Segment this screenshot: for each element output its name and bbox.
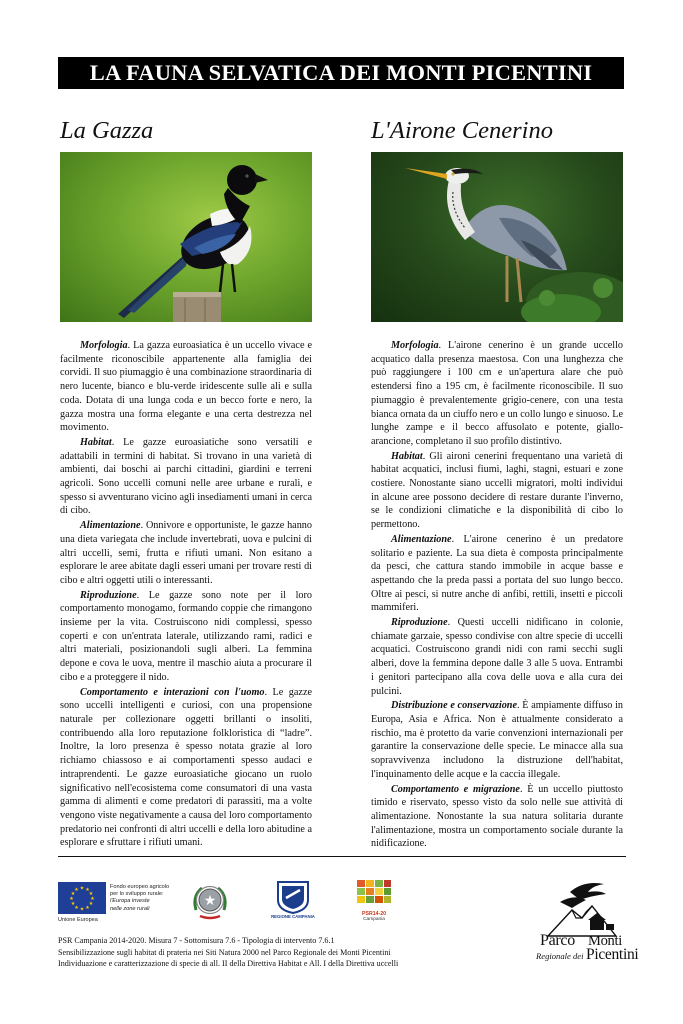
paragraph-body: . È un uccello piuttosto timido e riservato, spesso visto da solo nelle sue attività di alimentazione. Nonostante la sua natura solitaria durante l'alimentazione, mostra un comportamento sociale durante la nidificazione. (371, 783, 623, 850)
species-column-heron (371, 116, 623, 852)
eu-fund-line: Fondo europeo agricolo (110, 884, 170, 890)
park-name-picentini: Picentini (586, 946, 639, 963)
svg-text:★: ★ (88, 891, 94, 897)
magpie-illustration (60, 152, 312, 322)
park-name-regionale: Regionale dei (536, 951, 584, 961)
svg-text:★: ★ (74, 887, 79, 893)
paragraph (60, 589, 312, 685)
paragraph-body: . Le gazze euroasiatiche sono versatili e adattabili in termini di habitat. Si trovano in una varietà di ambienti, dai boschi ai parchi cittadini, giardini e terreni agricoli. Sono uccelli comuni nelle aree urbane e rurali, e spesso si avventurano vicino agli insediamenti umani in cerca di cibo. (60, 436, 312, 517)
funding-notes (58, 935, 398, 970)
regione-shield-icon (272, 880, 314, 914)
magpie-description (60, 339, 312, 850)
svg-text:★: ★ (85, 887, 90, 893)
paragraph-body: . Le gazze sono uccelli intelligenti e curiosi, con una propensione naturale per collezionare oggetti brillanti o insoliti, contribuendo alla loro reputazione folkloristica di “ladre”. Inoltre, la loro presenza è spesso notata grazie al loro richiamo chiassoso e ai comportamenti spesso audaci e intraprendenti. Le gazze euroasiatiche giocano un ruolo significativo nell'ecosistema come consumatori di una vasta gamma di alimenti e come predatori di parassiti, ma a volte vengono viste negativamente a causa del loro comportamento predatorio nei confronti di altri uccelli e della loro abitudine a esplorare e sfruttare i rifiuti umani. (60, 686, 312, 849)
eu-fund-line: per lo sviluppo rurale: (110, 891, 164, 898)
paragraph (60, 686, 312, 850)
paragraph-lead: Morfologia (391, 340, 439, 351)
svg-text:★: ★ (90, 896, 95, 902)
paragraph-lead: Alimentazione (80, 520, 141, 532)
paragraph-lead: Comportamento e migrazione (391, 783, 520, 795)
paragraph (371, 339, 623, 449)
paragraph-body: . Questi uccelli nidificano in colonie, chiamate garzaie, spesso condivise con altre specie di uccelli acquatici. Costruiscono grandi nidi con rami secchi sugli alberi, dove la femmina depone dalle 3 alle 5 uova. Entrambi i genitori partecipano alla cova delle uova e alla cura dei pulcini. (371, 617, 623, 697)
paragraph (60, 519, 312, 588)
paragraph (371, 783, 623, 852)
svg-text:★: ★ (70, 901, 76, 907)
emblem-icon (190, 880, 230, 922)
magpie-photo (60, 152, 312, 322)
eu-fund-text (110, 884, 186, 913)
paragraph-lead: Habitat (391, 450, 423, 462)
regione-label: REGIONE CAMPANIA (271, 914, 315, 919)
paragraph-lead: Morfologia (80, 340, 128, 351)
svg-text:★: ★ (88, 901, 94, 907)
heron-illustration (371, 152, 623, 322)
paragraph-body: . È ampiamente diffuso in Europa, Asia e Africa. Non è attualmente considerato a rischio, ma è protetto da varie convenzioni internazionali per garantire la conservazione delle specie. Le minacce alla sua sopravvivenza includono la distruzione dell'habitat, l'inquinamento delle acque e la caccia illegale. (371, 700, 624, 780)
paragraph-lead: Riproduzione (80, 589, 137, 601)
eu-caption: Unione Europea (58, 917, 98, 923)
paragraph-body: . L'airone cenerino è un predatore solitario e paziente. La sua dieta è composta principalmente da pesci, che cattura stando immobile in acque basse e aspettando che la preda passi a portata del suo lungo becco. Oltre ai pesci, si nutre anche di anfibi, rettili, insetti e piccoli mammiferi. (371, 533, 623, 614)
paragraph (60, 436, 312, 518)
psr-sublabel: Campania (363, 917, 385, 922)
park-name-monti: Monti (588, 933, 622, 949)
park-name (536, 932, 639, 972)
svg-text:★: ★ (85, 905, 90, 911)
eu-fund-line: l'Europa investe (110, 898, 150, 905)
paragraph-lead: Comportamento e interazioni con l'uomo (80, 686, 265, 698)
paragraph-lead: Riproduzione (391, 617, 448, 629)
italian-republic-emblem (190, 880, 230, 922)
svg-text:★: ★ (203, 893, 217, 909)
paragraph (371, 616, 623, 698)
paragraph-body: . Onnivore e opportuniste, le gazze hanno una dieta variegata che include invertebrati, uova e pulcini di altri uccelli, semi, frutta e rifiuti umani. Non esitano a esplorare le aree abitate dagli esseri umani per trovare resti di cibo e altri oggetti utili o interessanti. (60, 520, 312, 586)
svg-text:★: ★ (69, 896, 74, 902)
eu-fund-line: nelle zone rurali (110, 905, 150, 912)
psr-mosaic-icon (357, 880, 391, 910)
paragraph-body: . Le gazze sono note per il loro comportamento monogamo, formando coppie che rimangono insieme per la vita. Costruiscono nidi complessi, spesso coperti e con un'entrata laterale, utilizzando rami, radici e altri materiali, posizionandoli sugli alberi. La femmina depone e cova le uova, mentre il maschio aiuta a procurare il cibo e a proteggere il nido. (60, 589, 312, 683)
svg-text:★: ★ (74, 905, 79, 911)
heron-description (371, 339, 623, 851)
psr-label: PSR14-20 (362, 911, 386, 917)
funding-line: PSR Campania 2014-2020. Misura 7 - Sottomisura 7.6 - Tipologia di intervento 7.6.1 (58, 936, 335, 945)
park-logo (530, 878, 630, 938)
eagle-mountain-icon (530, 878, 630, 938)
svg-text:★: ★ (79, 906, 85, 913)
paragraph-lead: Habitat (80, 436, 112, 448)
svg-text:★: ★ (70, 891, 76, 897)
eu-stars-icon (58, 882, 106, 914)
species-title: La Gazza (60, 117, 154, 144)
paragraph-body: . Gli aironi cenerini frequentano una varietà di habitat acquatici, inclusi fiumi, laghi, stagni, estuari e zone costiere. Nonostante siano uccelli migratori, molti individui in alcune aree possono decidere di restare durante l'inverno, se le condizioni climatiche e la disponibilità di cibo lo permettono. (371, 450, 623, 531)
paragraph-body: . L'airone cenerino è un grande uccello acquatico dalla presenza maestosa. Con una lunghezza che può raggiungere i 100 cm e un'apertura alare che può estendersi fino a 195 cm, è facilmente riconoscibile. Il suo piumaggio è prevalentemente grigio-cenere, con una testa bianca ornata da un ciuffo nero e un collo lungo e sinuoso. Le lunghe zampe e il becco affusolato e potente, giallo-arancione, completano il suo profilo distintivo. (371, 340, 623, 447)
svg-text:★: ★ (79, 885, 85, 892)
paragraph-lead: Distribuzione e conservazione (391, 700, 517, 712)
paragraph (371, 699, 623, 781)
heron-photo (371, 152, 623, 322)
footer-divider (58, 856, 626, 857)
paragraph (60, 339, 312, 435)
page-title: LA FAUNA SELVATICA DEI MONTI PICENTINI (58, 57, 624, 89)
paragraph-body: . La gazza euroasiatica è un uccello vivace e facilmente riconoscibile appartenente alla famiglia dei corvidi. Il suo piumaggio è una combinazione straordinaria di nero lucente, bianco e blu-verde iridescente sulle ali e sulla coda. Dotata di una lunga coda e un becco forte e nero, la gazza mostra una forma elegante e una certa destrezza nel movimento. (60, 340, 312, 434)
paragraph (371, 450, 623, 532)
paragraph-lead: Alimentazione (391, 533, 452, 545)
funding-line: Sensibilizzazione sugli habitat di prateria nei Siti Natura 2000 nel Parco Regionale dei Monti Picentini (58, 947, 391, 957)
funding-line: Individuazione e caratterizzazione di specie di all. II della Direttiva Habitat e All. I della Direttiva uccelli (58, 959, 399, 968)
park-name-parco: Parco (540, 932, 575, 949)
paragraph (371, 533, 623, 615)
species-column-magpie (60, 116, 312, 851)
species-title: L'Airone Cenerino (371, 117, 553, 144)
eu-flag-logo (58, 882, 106, 914)
